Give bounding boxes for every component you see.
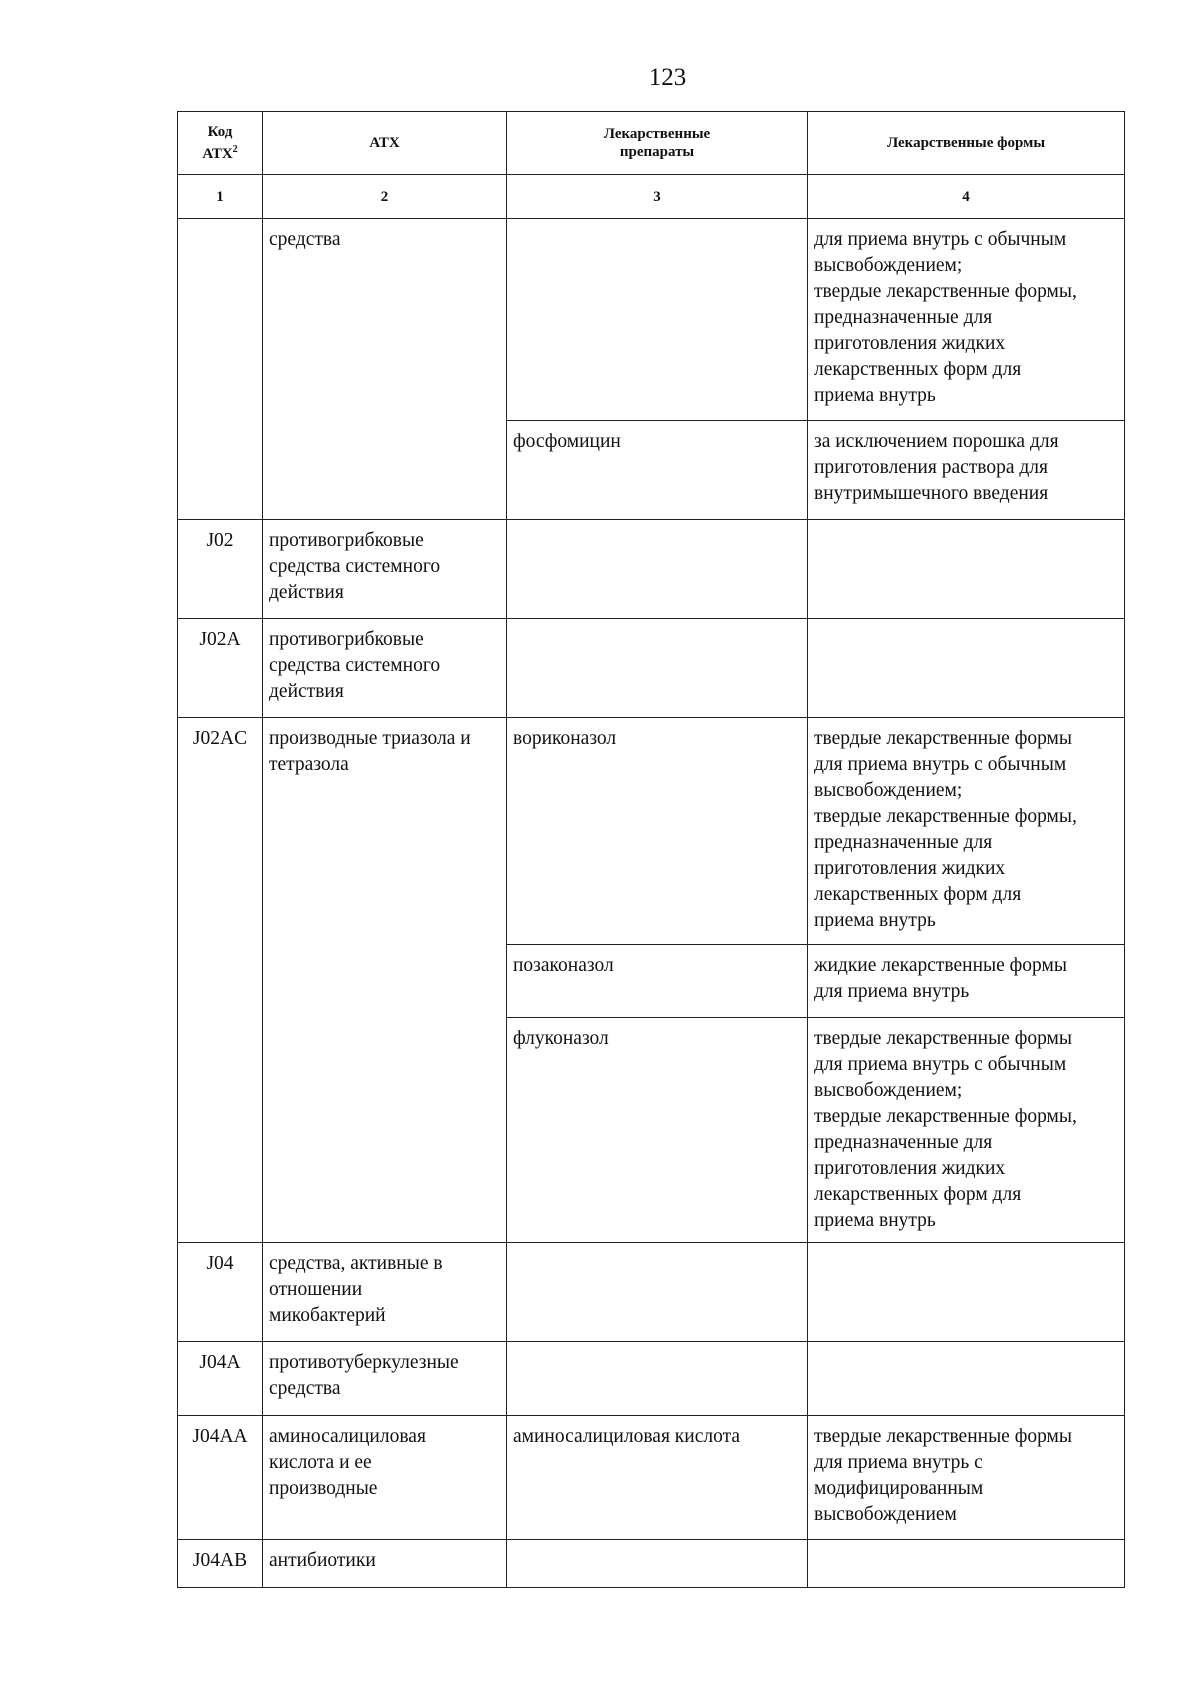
column-number-row <box>178 175 1125 219</box>
atx-code-cell: J04AB <box>178 1540 263 1588</box>
dosage-forms-cell <box>808 619 1125 718</box>
dosage-forms-cell <box>808 520 1125 619</box>
drug-cell: вориконазол <box>507 718 808 945</box>
drug-cell: флуконазол <box>507 1018 808 1243</box>
table-row <box>178 718 1125 945</box>
table-row <box>178 219 1125 421</box>
atx-name-cell: средства, активные в отношении микобактерий <box>263 1243 507 1342</box>
atx-code-cell: J04AA <box>178 1416 263 1540</box>
atx-name-cell: средства <box>263 219 507 520</box>
dosage-forms-cell <box>808 1243 1125 1342</box>
atx-code-cell: J02A <box>178 619 263 718</box>
header-dosage-forms: Лекарственные формы <box>808 112 1125 175</box>
drug-cell <box>507 1342 808 1416</box>
atx-code-cell: J04 <box>178 1243 263 1342</box>
atx-code-cell: J02 <box>178 520 263 619</box>
atx-drug-table <box>177 111 1125 1588</box>
atx-code-cell <box>178 219 263 520</box>
dosage-forms-cell: для приема внутрь с обычным высвобождением; твердые лекарственные формы, предназначенные для приготовления жидких лекарственных форм для приема внутрь <box>808 219 1125 421</box>
atx-name-cell: противогрибковые средства системного действия <box>263 520 507 619</box>
drug-cell <box>507 1540 808 1588</box>
page-number: 123 <box>648 64 687 91</box>
footnote-marker: 2 <box>232 144 238 155</box>
dosage-forms-cell: твердые лекарственные формы для приема внутрь с обычным высвобождением; твердые лекарственные формы, предназначенные для приготовления жидких лекарственных форм для приема внутрь <box>808 718 1125 945</box>
column-number: 2 <box>263 175 507 219</box>
drug-cell <box>507 619 808 718</box>
atx-name-cell: противотуберкулезные средства <box>263 1342 507 1416</box>
dosage-forms-cell <box>808 1540 1125 1588</box>
column-number: 4 <box>808 175 1125 219</box>
column-number: 3 <box>507 175 808 219</box>
drug-cell <box>507 1243 808 1342</box>
header-code-label: Код <box>207 124 233 140</box>
drug-cell <box>507 219 808 421</box>
atx-name-cell: противогрибковые средства системного действия <box>263 619 507 718</box>
table-row <box>178 1243 1125 1342</box>
header-code-atx <box>178 112 263 175</box>
table-row <box>178 619 1125 718</box>
drug-cell: фосфомицин <box>507 421 808 520</box>
dosage-forms-cell <box>808 1342 1125 1416</box>
drug-cell: аминосалициловая кислота <box>507 1416 808 1540</box>
table-row <box>178 1342 1125 1416</box>
table-header <box>178 112 1125 175</box>
dosage-forms-cell: твердые лекарственные формы для приема внутрь с модифицированным высвобождением <box>808 1416 1125 1540</box>
header-atx: АТХ <box>263 112 507 175</box>
atx-code-cell: J02AC <box>178 718 263 1243</box>
atx-code-cell: J04A <box>178 1342 263 1416</box>
atx-name-cell: аминосалициловая кислота и ее производные <box>263 1416 507 1540</box>
header-code-atx-label: АТХ <box>202 146 233 162</box>
drug-cell <box>507 520 808 619</box>
dosage-forms-cell: твердые лекарственные формы для приема внутрь с обычным высвобождением; твердые лекарственные формы, предназначенные для приготовления жидких лекарственных форм для приема внутрь <box>808 1018 1125 1243</box>
header-drugs: Лекарственные препараты <box>507 112 808 175</box>
table-row <box>178 1540 1125 1588</box>
drug-cell: позаконазол <box>507 945 808 1018</box>
column-number: 1 <box>178 175 263 219</box>
atx-name-cell: производные триазола и тетразола <box>263 718 507 1243</box>
dosage-forms-cell: за исключением порошка для приготовления раствора для внутримышечного введения <box>808 421 1125 520</box>
table-row <box>178 520 1125 619</box>
dosage-forms-cell: жидкие лекарственные формы для приема внутрь <box>808 945 1125 1018</box>
table-row <box>178 1416 1125 1540</box>
atx-name-cell: антибиотики <box>263 1540 507 1588</box>
